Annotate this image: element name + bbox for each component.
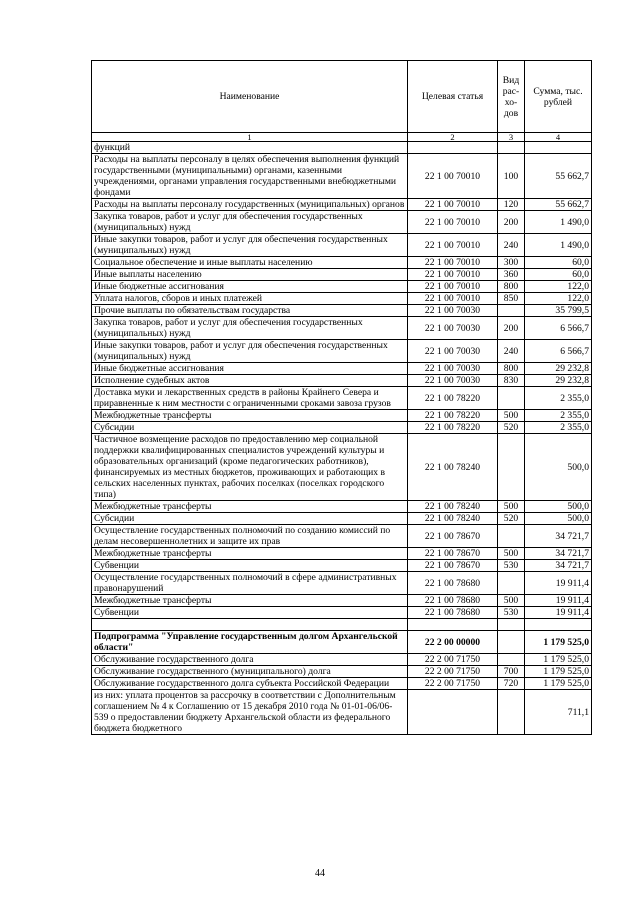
row-name-cell: Межбюджетные трансферты <box>92 595 408 607</box>
row-amount-cell: 1 179 525,0 <box>525 631 592 654</box>
table-row <box>92 434 592 501</box>
table-row <box>92 305 592 317</box>
row-amount-cell <box>525 619 592 631</box>
row-amount-cell: 2 355,0 <box>525 422 592 434</box>
row-expense-type-cell: 830 <box>498 375 525 387</box>
row-expense-type-cell: 100 <box>498 154 525 199</box>
row-expense-type-cell: 800 <box>498 363 525 375</box>
row-expense-type-cell: 200 <box>498 211 525 234</box>
column-number: 1 <box>92 133 408 142</box>
column-number: 2 <box>408 133 498 142</box>
table-row <box>92 422 592 434</box>
row-expense-type-cell: 850 <box>498 293 525 305</box>
row-amount-cell: 500,0 <box>525 501 592 513</box>
row-name-cell: Иные закупки товаров, работ и услуг для обеспечения государственных (муниципальных) нужд <box>92 340 408 363</box>
table-row <box>92 678 592 690</box>
row-amount-cell: 1 179 525,0 <box>525 678 592 690</box>
row-target-article-cell: 22 1 00 70010 <box>408 199 498 211</box>
row-name-cell: Субвенции <box>92 560 408 572</box>
row-target-article-cell: 22 2 00 00000 <box>408 631 498 654</box>
row-name-cell: Субсидии <box>92 513 408 525</box>
row-expense-type-cell <box>498 142 525 154</box>
row-target-article-cell: 22 1 00 70010 <box>408 269 498 281</box>
row-expense-type-cell: 520 <box>498 513 525 525</box>
row-target-article-cell: 22 1 00 70030 <box>408 363 498 375</box>
row-target-article-cell: 22 1 00 78240 <box>408 513 498 525</box>
row-name-cell: Межбюджетные трансферты <box>92 501 408 513</box>
table-row <box>92 340 592 363</box>
row-amount-cell: 55 662,7 <box>525 199 592 211</box>
table-row <box>92 513 592 525</box>
row-target-article-cell: 22 1 00 78670 <box>408 548 498 560</box>
row-target-article-cell: 22 1 00 78240 <box>408 501 498 513</box>
row-target-article-cell: 22 1 00 78670 <box>408 560 498 572</box>
row-amount-cell: 711,1 <box>525 690 592 735</box>
row-name-cell: Осуществление государственных полномочий в сфере административных правонарушений <box>92 572 408 595</box>
row-amount-cell: 122,0 <box>525 293 592 305</box>
row-target-article-cell: 22 1 00 78670 <box>408 525 498 548</box>
header-amount: Сумма, тыс. рублей <box>525 61 592 133</box>
row-name-cell: Частичное возмещение расходов по предоставлению мер социальной поддержки квалифицированных специалистов учреждений культуры и образовательных организаций (кроме педагогических работников), финансируемых из местных бюджетов, проживающих и работающих в сельских населенных пунктах, рабочих поселках (поселках городского типа) <box>92 434 408 501</box>
row-target-article-cell: 22 1 00 70030 <box>408 375 498 387</box>
row-name-cell: Закупка товаров, работ и услуг для обеспечения государственных (муниципальных) нужд <box>92 317 408 340</box>
row-name-cell: функций <box>92 142 408 154</box>
row-expense-type-cell: 530 <box>498 560 525 572</box>
row-amount-cell: 1 179 525,0 <box>525 654 592 666</box>
table-row <box>92 211 592 234</box>
row-expense-type-cell: 500 <box>498 595 525 607</box>
table-row <box>92 281 592 293</box>
row-name-cell: из них: уплата процентов за рассрочку в соответствии с Дополнительным соглашением № 4 к Соглашению от 15 декабря 2010 года № 01-01-06/06-539 о предоставлении бюджету Архангельской области из федерального бюджета бюджетного <box>92 690 408 735</box>
row-amount-cell: 19 911,4 <box>525 572 592 595</box>
row-expense-type-cell <box>498 572 525 595</box>
row-amount-cell: 29 232,8 <box>525 363 592 375</box>
row-name-cell: Исполнение судебных актов <box>92 375 408 387</box>
row-amount-cell: 60,0 <box>525 257 592 269</box>
table-row <box>92 269 592 281</box>
row-expense-type-cell <box>498 654 525 666</box>
row-amount-cell: 500,0 <box>525 513 592 525</box>
row-name-cell: Доставка муки и лекарственных средств в районы Крайнего Севера и приравненные к ним местности с ограниченными сроками завоза грузов <box>92 387 408 410</box>
row-name-cell: Закупка товаров, работ и услуг для обеспечения государственных (муниципальных) нужд <box>92 211 408 234</box>
column-number-row <box>92 133 592 142</box>
row-amount-cell: 29 232,8 <box>525 375 592 387</box>
table-header-row <box>92 61 592 133</box>
row-amount-cell: 34 721,7 <box>525 548 592 560</box>
row-name-cell: Осуществление государственных полномочий по созданию комиссий по делам несовершеннолетних и защите их прав <box>92 525 408 548</box>
table-row <box>92 142 592 154</box>
row-amount-cell: 19 911,4 <box>525 595 592 607</box>
row-amount-cell: 6 566,7 <box>525 340 592 363</box>
row-target-article-cell: 22 1 00 70010 <box>408 154 498 199</box>
row-name-cell: Обслуживание государственного долга <box>92 654 408 666</box>
row-target-article-cell: 22 1 00 78220 <box>408 387 498 410</box>
table-row <box>92 387 592 410</box>
table-row <box>92 619 592 631</box>
row-name-cell: Подпрограмма "Управление государственным долгом Архангельской области" <box>92 631 408 654</box>
table-row <box>92 548 592 560</box>
table-row <box>92 154 592 199</box>
row-target-article-cell: 22 1 00 70030 <box>408 340 498 363</box>
row-amount-cell: 1 179 525,0 <box>525 666 592 678</box>
column-number: 4 <box>525 133 592 142</box>
row-expense-type-cell <box>498 690 525 735</box>
row-amount-cell: 2 355,0 <box>525 387 592 410</box>
row-expense-type-cell: 500 <box>498 410 525 422</box>
row-name-cell: Субсидии <box>92 422 408 434</box>
row-name-cell: Межбюджетные трансферты <box>92 548 408 560</box>
row-expense-type-cell: 360 <box>498 269 525 281</box>
table-body <box>92 142 592 735</box>
table-row <box>92 293 592 305</box>
row-target-article-cell: 22 1 00 78220 <box>408 422 498 434</box>
row-target-article-cell: 22 1 00 78240 <box>408 434 498 501</box>
column-number: 3 <box>498 133 525 142</box>
row-name-cell <box>92 619 408 631</box>
row-expense-type-cell: 720 <box>498 678 525 690</box>
row-target-article-cell: 22 1 00 70010 <box>408 234 498 257</box>
row-amount-cell: 1 490,0 <box>525 211 592 234</box>
row-expense-type-cell: 300 <box>498 257 525 269</box>
row-expense-type-cell: 240 <box>498 234 525 257</box>
row-name-cell: Обслуживание государственного (муниципального) долга <box>92 666 408 678</box>
table-row <box>92 501 592 513</box>
row-name-cell: Субвенции <box>92 607 408 619</box>
row-target-article-cell: 22 1 00 70010 <box>408 281 498 293</box>
row-expense-type-cell: 800 <box>498 281 525 293</box>
row-amount-cell: 35 799,5 <box>525 305 592 317</box>
row-name-cell: Иные бюджетные ассигнования <box>92 281 408 293</box>
row-name-cell: Иные бюджетные ассигнования <box>92 363 408 375</box>
row-target-article-cell: 22 1 00 78220 <box>408 410 498 422</box>
budget-table <box>91 60 592 735</box>
table-row <box>92 607 592 619</box>
row-name-cell: Социальное обеспечение и иные выплаты населению <box>92 257 408 269</box>
table-row <box>92 199 592 211</box>
row-name-cell: Расходы на выплаты персоналу государственных (муниципальных) органов <box>92 199 408 211</box>
table-row <box>92 654 592 666</box>
row-expense-type-cell <box>498 387 525 410</box>
table-row <box>92 257 592 269</box>
row-amount-cell: 122,0 <box>525 281 592 293</box>
table-row <box>92 560 592 572</box>
header-expense-type: Вид рас-хо-дов <box>498 61 525 133</box>
row-name-cell: Расходы на выплаты персоналу в целях обеспечения выполнения функций государственными (муниципальными) органами, казенными учреждениями, органами управления государственными внебюджетными фондами <box>92 154 408 199</box>
row-amount-cell <box>525 142 592 154</box>
row-amount-cell: 6 566,7 <box>525 317 592 340</box>
table-row <box>92 363 592 375</box>
table-row <box>92 595 592 607</box>
row-name-cell: Прочие выплаты по обязательствам государства <box>92 305 408 317</box>
row-target-article-cell: 22 1 00 70030 <box>408 305 498 317</box>
row-expense-type-cell <box>498 525 525 548</box>
table-row <box>92 410 592 422</box>
row-expense-type-cell <box>498 619 525 631</box>
row-target-article-cell: 22 1 00 70010 <box>408 257 498 269</box>
table-row <box>92 234 592 257</box>
row-expense-type-cell <box>498 434 525 501</box>
row-amount-cell: 1 490,0 <box>525 234 592 257</box>
row-expense-type-cell: 240 <box>498 340 525 363</box>
row-name-cell: Иные закупки товаров, работ и услуг для обеспечения государственных (муниципальных) нужд <box>92 234 408 257</box>
row-target-article-cell <box>408 619 498 631</box>
row-expense-type-cell <box>498 305 525 317</box>
row-amount-cell: 34 721,7 <box>525 560 592 572</box>
row-target-article-cell: 22 2 00 71750 <box>408 654 498 666</box>
row-amount-cell: 60,0 <box>525 269 592 281</box>
row-expense-type-cell <box>498 631 525 654</box>
table-row <box>92 375 592 387</box>
table-row <box>92 690 592 735</box>
page-number: 44 <box>315 868 325 879</box>
header-name: Наименование <box>92 61 408 133</box>
row-expense-type-cell: 120 <box>498 199 525 211</box>
row-target-article-cell: 22 1 00 70010 <box>408 293 498 305</box>
row-target-article-cell: 22 2 00 71750 <box>408 678 498 690</box>
row-name-cell: Обслуживание государственного долга субъекта Российской Федерации <box>92 678 408 690</box>
row-name-cell: Иные выплаты населению <box>92 269 408 281</box>
table-row <box>92 525 592 548</box>
row-target-article-cell: 22 1 00 78680 <box>408 595 498 607</box>
row-expense-type-cell: 700 <box>498 666 525 678</box>
row-expense-type-cell: 500 <box>498 501 525 513</box>
row-amount-cell: 500,0 <box>525 434 592 501</box>
row-target-article-cell: 22 2 00 71750 <box>408 666 498 678</box>
row-amount-cell: 55 662,7 <box>525 154 592 199</box>
row-expense-type-cell: 500 <box>498 548 525 560</box>
table-row <box>92 631 592 654</box>
row-expense-type-cell: 530 <box>498 607 525 619</box>
table-row <box>92 572 592 595</box>
row-amount-cell: 19 911,4 <box>525 607 592 619</box>
row-target-article-cell: 22 1 00 78680 <box>408 607 498 619</box>
row-target-article-cell <box>408 690 498 735</box>
row-amount-cell: 2 355,0 <box>525 410 592 422</box>
row-target-article-cell: 22 1 00 70010 <box>408 211 498 234</box>
row-target-article-cell <box>408 142 498 154</box>
table-row <box>92 317 592 340</box>
row-target-article-cell: 22 1 00 70030 <box>408 317 498 340</box>
row-name-cell: Уплата налогов, сборов и иных платежей <box>92 293 408 305</box>
table-row <box>92 666 592 678</box>
row-target-article-cell: 22 1 00 78680 <box>408 572 498 595</box>
header-target-article: Целевая статья <box>408 61 498 133</box>
row-expense-type-cell: 200 <box>498 317 525 340</box>
row-amount-cell: 34 721,7 <box>525 525 592 548</box>
row-expense-type-cell: 520 <box>498 422 525 434</box>
row-name-cell: Межбюджетные трансферты <box>92 410 408 422</box>
